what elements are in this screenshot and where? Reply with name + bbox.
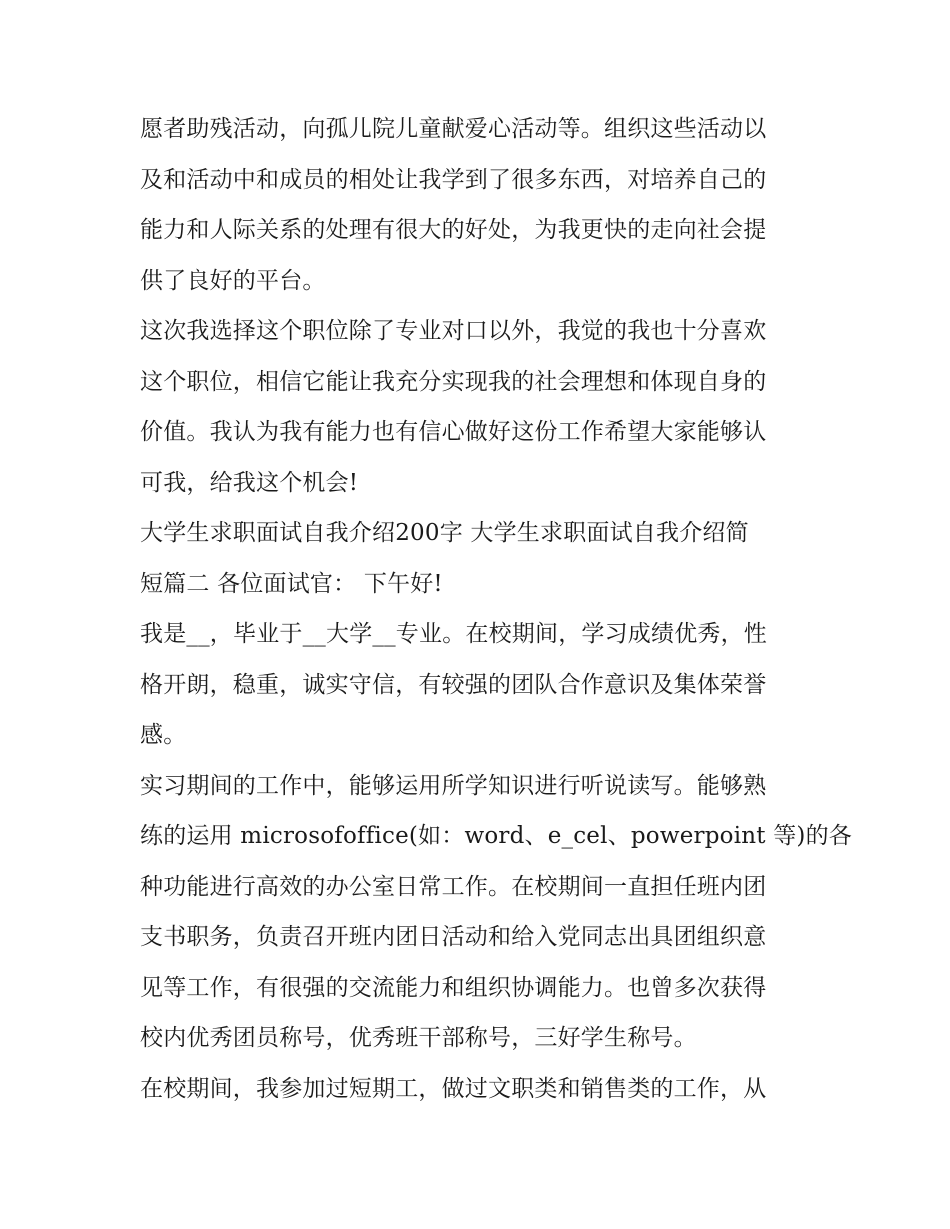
text-line: 校内优秀团员称号，优秀班干部称号，三好学生称号。 [140,1025,697,1051]
text-line: 格开朗，稳重，诚实守信，有较强的团队合作意识及集体荣誉 [140,671,767,698]
text-line: 支书职务，负责召开班内团日活动和给入党同志出具团组织意 [140,924,767,950]
text-line: 能力和人际关系的处理有很大的好处，为我更快的走向社会提 [140,217,767,243]
text-line: 这个职位，相信它能让我充分实现我的社会理想和体现自身的 [140,368,767,395]
text-line: 这次我选择这个职位除了专业对口以外，我觉的我也十分喜欢 [140,318,767,344]
text-line: 在校期间，我参加过短期工，做过文职类和销售类的工作，从 [140,1075,767,1102]
text-line: 实习期间的工作中，能够运用所学知识进行听说读写。能够熟 [140,772,767,799]
text-line: 我是__，毕业于__大学__专业。在校期间，学习成绩优秀，性 [140,621,767,647]
text-line: 价值。我认为我有能力也有信心做好这份工作希望大家能够认 [140,419,767,445]
text-line: 见等工作，有很强的交流能力和组织协调能力。也曾多次获得 [140,974,767,1001]
text-line: 愿者助残活动，向孤儿院儿童献爱心活动等。组织这些活动以 [140,116,767,142]
heading-line: 大学生求职面试自我介绍200字 大学生求职面试自我介绍简 [140,520,749,546]
text-line: 练的运用 microsofoffice(如：word、e_cel、powerpoint 等)的各 [140,823,852,849]
text-line: 及和活动中和成员的相处让我学到了很多东西，对培养自己的 [140,166,767,193]
text-line: 感。 [140,722,187,748]
document-body [140,104,852,1114]
text-line: 种功能进行高效的办公室日常工作。在校期间一直担任班内团 [140,873,767,900]
heading-line: 短篇二 各位面试官： 下午好! [140,570,443,597]
text-line: 可我，给我这个机会! [140,469,359,496]
text-line: 供了良好的平台。 [140,267,326,294]
